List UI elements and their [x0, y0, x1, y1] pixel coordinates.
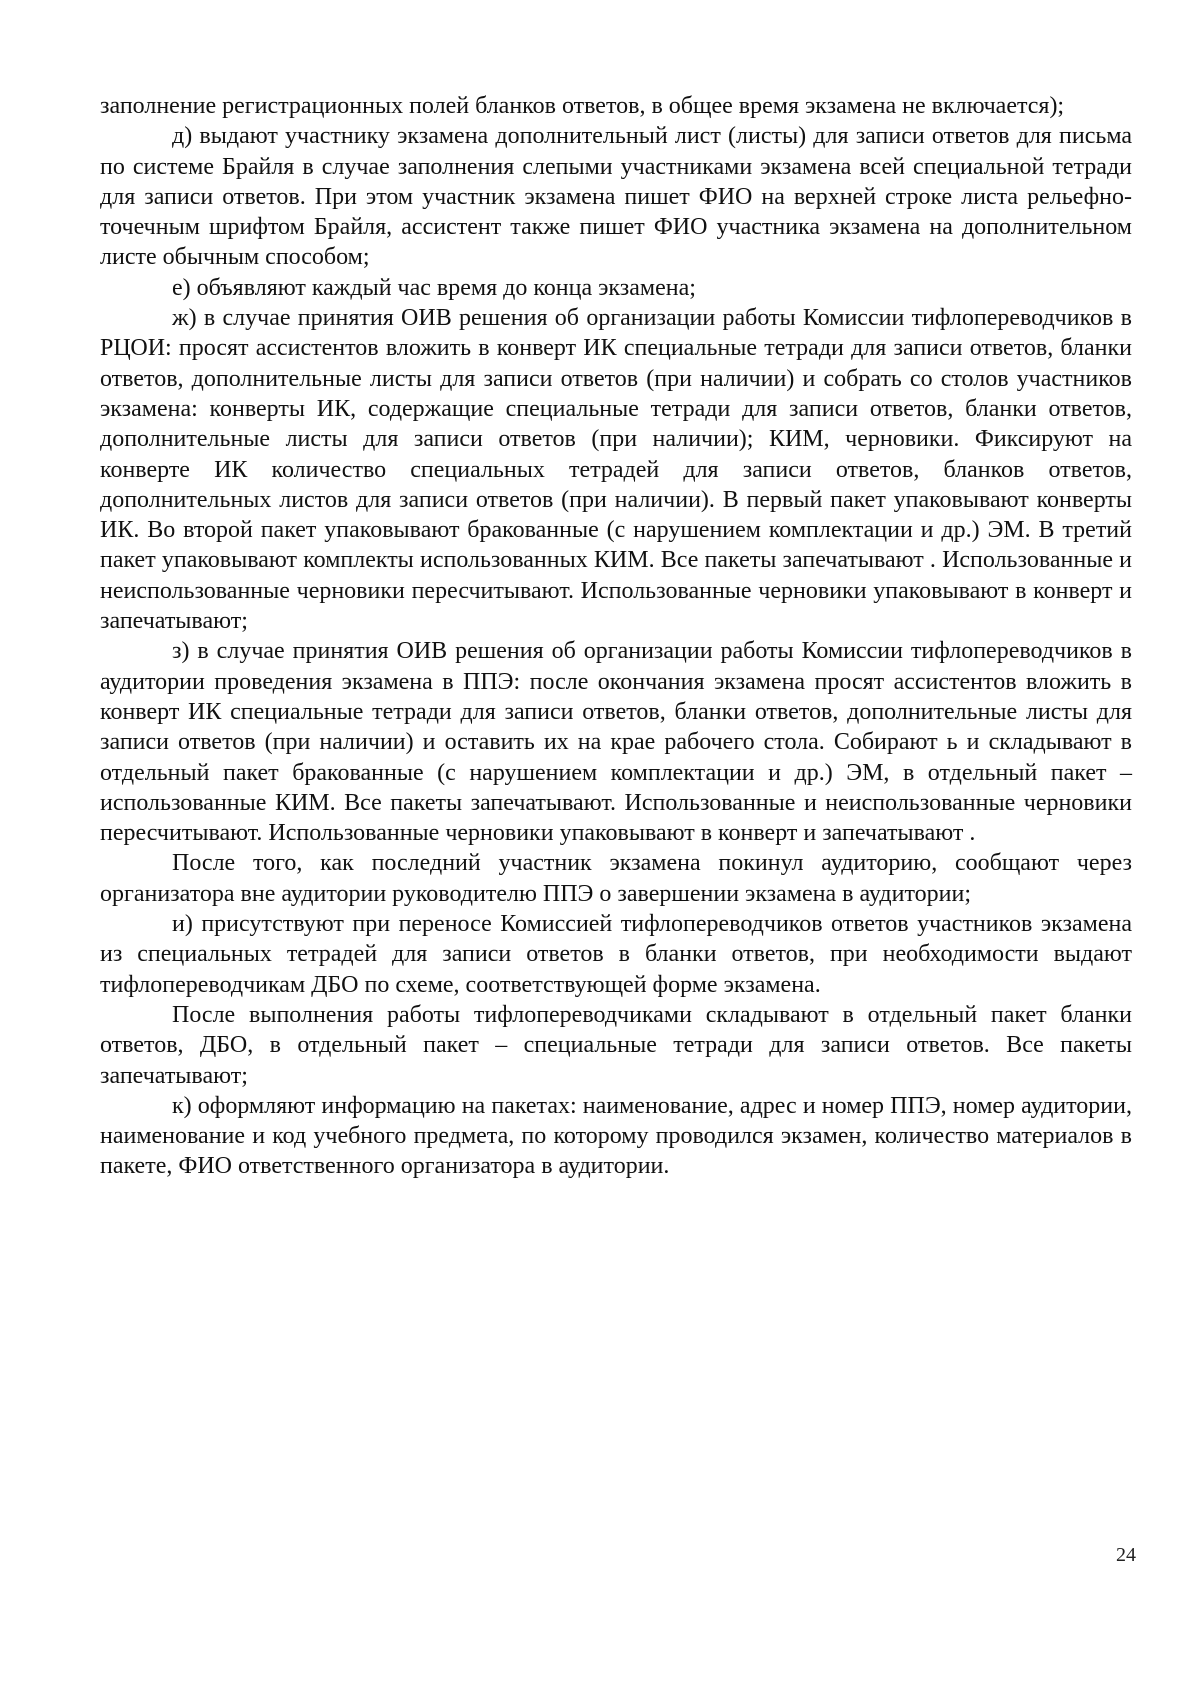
paragraph-item-d: д) выдают участнику экзамена дополнительный лист (листы) для записи ответов для письма по системе Брайля в случае заполнения слепыми участниками экзамена всей специальной тетради для записи ответов. При этом участник экзамена пишет ФИО на верхней строке листа рельефно-точечным шрифтом Брайля, ассистент также пишет ФИО участника экзамена на дополнительном листе обычным способом;	[100, 123, 1132, 271]
paragraph-item-zh: ж) в случае принятия ОИВ решения об организации работы Комиссии тифлопереводчиков в РЦОИ: просят ассистентов вложить в конверт ИК специальные тетради для записи ответов, бланки ответов, дополнительные листы для записи ответов (при наличии) и собрать со столов участников экзамена: конверты ИК, содержащие специальные тетради для записи ответов, бланки ответов, дополнительные листы для записи ответов (при наличии); КИМ, черновики. Фиксируют на конверте ИК количество специальных тетрадей для записи ответов, бланков ответов, дополнительных листов для записи ответов (при наличии). В первый пакет упаковывают конверты ИК. Во второй пакет упаковывают бракованные (с нарушением комплектации и др.) ЭМ. В третий пакет упаковывают комплекты использованных КИМ. Все пакеты запечатывают . Использованные и неиспользованные черновики пересчитывают. Использованные черновики упаковывают в конверт и запечатывают;	[100, 305, 1132, 635]
document-body	[100, 91, 1132, 1182]
paragraph-after-i: После выполнения работы тифлопереводчиками складывают в отдельный пакет бланки ответов, ДБО, в отдельный пакет – специальные тетради для записи ответов. Все пакеты запечатывают;	[100, 1001, 1132, 1089]
paragraph-item-z: з) в случае принятия ОИВ решения об организации работы Комиссии тифлопереводчиков в аудитории проведения экзамена в ППЭ: после окончания экзамена просят ассистентов вложить в конверт ИК специальные тетради для записи ответов, бланки ответов, дополнительные листы для записи ответов (при наличии) и оставить их на крае рабочего стола. Собирают ь и складывают в отдельный пакет бракованные (с нарушением комплектации и др.) ЭМ, в отдельный пакет – использованные КИМ. Все пакеты запечатывают. Использованные и неиспользованные черновики пересчитывают. Использованные черновики упаковывают в конверт и запечатывают .	[100, 638, 1132, 847]
paragraph-item-k: к) оформляют информацию на пакетах: наименование, адрес и номер ППЭ, номер аудитории, наименование и код учебного предмета, по которому проводился экзамен, количество материалов в пакете, ФИО ответственного организатора в аудитории.	[100, 1092, 1132, 1180]
paragraph-continuation: заполнение регистрационных полей бланков ответов, в общее время экзамена не включается);	[100, 93, 1065, 119]
paragraph-after-z: После того, как последний участник экзамена покинул аудиторию, сообщают через организатора вне аудитории руководителю ППЭ о завершении экзамена в аудитории;	[100, 850, 1132, 907]
paragraph-item-e: е) объявляют каждый час время до конца экзамена;	[172, 274, 696, 301]
page-number: 24	[1116, 1544, 1136, 1566]
paragraph-item-i: и) присутствуют при переносе Комиссией тифлопереводчиков ответов участников экзамена из специальных тетрадей для записи ответов в бланки ответов, при необходимости выдают тифлопереводчикам ДБО по схеме, соответствующей форме экзамена.	[100, 911, 1132, 998]
